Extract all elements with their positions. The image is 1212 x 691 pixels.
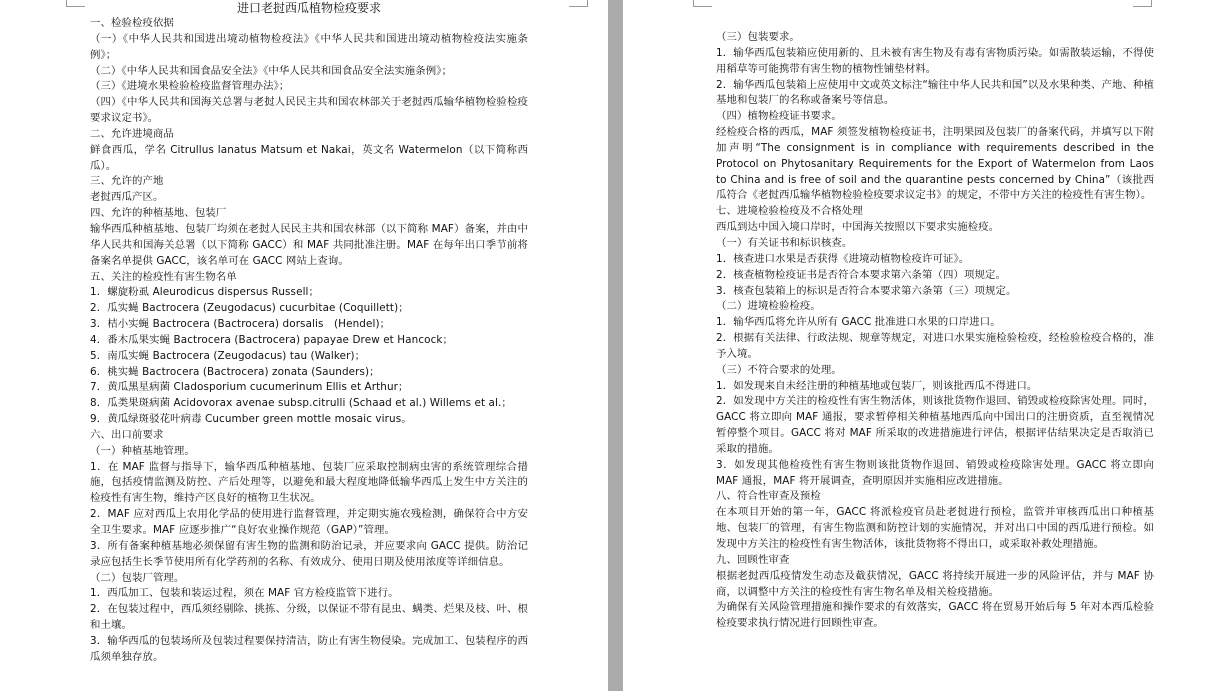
paragraph: 老挝西瓜产区。 (90, 191, 164, 204)
pest-list-item: 8．瓜类果斑病菌 Acidovorax avenae subsp.citrulli (Schaad et al.) Willems et al.； (90, 397, 512, 410)
paragraph: 2．核查植物检疫证书是否符合本要求第六条第（四）项规定。 (716, 268, 1006, 281)
subsection-heading: （一）种植基地管理。 (90, 444, 195, 457)
subsection-heading: （四）植物检疫证书要求。 (716, 110, 842, 123)
paragraph: 2．在包装过程中，西瓜须经剔除、挑拣、分级，以保证不带有昆虫、螨类、烂果及枝、叶、根和土壤。 (90, 603, 528, 632)
section-heading: 八、符合性审查及预检 (716, 490, 821, 503)
paragraph: 2．输华西瓜包装箱上应使用中文或英文标注“输往中华人民共和国”以及水果种类、产地、种植基地和包装厂的名称或备案号等信息。 (716, 78, 1154, 107)
paragraph: 1．如发现来自未经注册的种植基地或包装厂，则该批西瓜不得进口。 (716, 379, 1038, 392)
paragraph: 经检疫合格的西瓜，MAF 须签发植物检疫证书，注明果园及包装厂的备案代码，并填写以下附加声明“The consignment is in compliance with requirements described in the Protocol on Phytosanitary Requirements for the Export of Watermelon from Laos to China and is free of soil and the quarantine pests concerned by China”（该批西瓜符合《老挝西瓜输华植物检验检疫要求议定书》的规定，不带中方关注的检疫性有害生物）。 (716, 126, 1154, 202)
section-heading: 五、关注的检疫性有害生物名单 (90, 270, 237, 283)
crop-mark-left (66, 0, 85, 7)
paragraph: 1．西瓜加工、包装和装运过程，须在 MAF 官方检疫监管下进行。 (90, 587, 399, 600)
section-heading: 七、进境检验检疫及不合格处理 (716, 205, 863, 218)
paragraph: 2．MAF 应对西瓜上农用化学品的使用进行监督管理，并定期实施农残检测，确保符合中方安全卫生要求。MAF 应逐步推广“良好农业操作规范（GAP）”管理。 (90, 508, 528, 536)
paragraph: 1．输华西瓜包装箱应使用新的、且未被有害生物及有毒有害物质污染。如需散装运输，不得使用稻草等可能携带有害生物的植物性铺垫材料。 (716, 46, 1154, 75)
paragraph: （四）《中华人民共和国海关总署与老挝人民民主共和国农林部关于老挝西瓜输华植物检验检疫要求议定书》。 (90, 96, 528, 125)
pest-list-item: 5．南瓜实蝇 Bactrocera (Zeugodacus) tau (Walker)； (90, 349, 366, 362)
pest-list-item: 3．桔小实蝇 Bactrocera (Bactrocera) dorsalis (Hendel)； (90, 318, 391, 331)
paragraph: 2．根据有关法律、行政法规、规章等规定，对进口水果实施检验检疫，经检验检疫合格的，准予入境。 (716, 332, 1154, 360)
paragraph: 3．所有备案种植基地必须保留有害生物的监测和防治记录，并应要求向 GACC 提供。防治记录应包括生长季节使用所有化学药剂的名称、有效成分、使用日期及使用浓度等详细信息。 (90, 539, 528, 568)
paragraph: 鲜食西瓜，学名 Citrullus lanatus Matsum et Nakai，英文名 Watermelon（以下简称西瓜）。 (90, 143, 528, 172)
pest-list-item: 9．黄瓜绿斑驳花叶病毒 Cucumber green mottle mosaic virus。 (90, 413, 412, 426)
section-heading: 六、出口前要求 (90, 428, 164, 441)
pest-list-item: 2．瓜实蝇 Bactrocera (Zeugodacus) cucurbitae (Coquillett)； (90, 302, 409, 315)
paragraph: 3．核查包装箱上的标识是否符合本要求第六条第（三）项规定。 (716, 284, 1017, 297)
paragraph: 1．在 MAF 监督与指导下，输华西瓜种植基地、包装厂应采取控制病虫害的系统管理综合措施，包括疫情监测及防控、产后处理等，以避免和最大程度地降低输华西瓜上发生中方关注的检疫性有害生物，维持产区良好的植物卫生状况。 (90, 460, 528, 505)
subsection-heading: （一）有关证书和标识核查。 (716, 236, 853, 249)
section-heading: 一、检验检疫依据 (90, 17, 174, 29)
paragraph: 为确保有关风险管理措施和操作要求的有效落实，GACC 将在贸易开始后每 5 年对本西瓜检验检疫要求执行情况进行回顾性审查。 (716, 601, 1154, 630)
left-page-body (90, 16, 528, 666)
section-heading: 四、允许的种植基地、包装厂 (90, 207, 227, 220)
section-heading: 二、允许进境商品 (90, 127, 174, 140)
pest-list-item: 4．番木瓜果实蝇 Bactrocera (Bactrocera) papayae Drew et Hancock； (90, 333, 454, 346)
subsection-heading: （二）包装厂管理。 (90, 571, 185, 584)
paragraph: （三）《进境水果检验检疫监督管理办法》； (90, 80, 290, 93)
paragraph: （二）《中华人民共和国食品安全法》《中华人民共和国食品安全法实施条例》； (90, 64, 453, 77)
document-page-right (623, 0, 1212, 691)
paragraph: （一）《中华人民共和国进出境动植物检疫法》《中华人民共和国进出境动植物检疫法实施条例》； (90, 32, 528, 61)
paragraph: 1．输华西瓜将允许从所有 GACC 批准进口水果的口岸进口。 (716, 316, 1001, 329)
pest-list-item: 7．黄瓜黑星病菌 Cladosporium cucumerinum Ellis et Arthur； (90, 381, 409, 394)
section-heading: 三、允许的产地 (90, 175, 164, 188)
paragraph: 3．如发现其他检疫性有害生物则该批货物作退回、销毁或检疫除害处理。GACC 将立即向 MAF 通报，MAF 将开展调查，查明原因并实施相应改进措施。 (716, 458, 1154, 487)
paragraph: 在本项目开始的第一年，GACC 将派检疫官员赴老挝进行预检，监管并审核西瓜出口种植基地、包装厂的管理，有害生物监测和防控计划的实施情况，并对出口中国的西瓜进行预检。如发现中方关注的检疫性有害生物活体，该批货物将不得出口，或采取补救处理措施。 (716, 506, 1154, 550)
pest-list-item: 1．螺旋粉虱 Aleurodicus dispersus Russell； (90, 286, 320, 299)
crop-mark-right (1133, 0, 1152, 7)
subsection-heading: （三）包装要求。 (716, 31, 800, 43)
section-heading: 九、回顾性审查 (716, 553, 790, 566)
paragraph: 西瓜到达中国入境口岸时，中国海关按照以下要求实施检疫。 (716, 221, 1000, 234)
document-title: 进口老挝西瓜植物检疫要求 (236, 1, 381, 15)
paragraph: 输华西瓜种植基地、包装厂均须在老挝人民民主共和国农林部（以下简称 MAF）备案，并由中华人民共和国海关总署（以下简称 GACC）和 MAF 共同批准注册。MAF 在每年出口季节前将备案名单提供 GACC，该名单可在 GACC 网站上查询。 (90, 222, 528, 267)
crop-mark-left (693, 0, 712, 7)
paragraph: 3．输华西瓜的包装场所及包装过程要保持清洁，防止有害生物侵染。完成加工、包装程序的西瓜须单独存放。 (90, 634, 528, 663)
crop-mark-right (569, 0, 588, 7)
subsection-heading: （三）不符合要求的处理。 (716, 363, 842, 376)
pest-list-item: 6．桃实蝇 Bactrocera (Bactrocera) zonata (Saunders)； (90, 365, 380, 378)
right-page-body (716, 30, 1154, 632)
paragraph: 2．如发现中方关注的检疫性有害生物活体，则该批货物作退回、销毁或检疫除害处理。同时，GACC 将立即向 MAF 通报，要求暂停相关种植基地西瓜向中国出口的注册资质，直至视情况暂停整个项目。GACC 将对 MAF 所采取的改进措施进行评估，根据评估结果决定是否取消已采取的措施。 (716, 395, 1154, 455)
paragraph: 1．核查进口水果是否获得《进境动植物检疫许可证》。 (716, 252, 970, 265)
subsection-heading: （二）进境检验检疫。 (716, 300, 821, 313)
paragraph: 根据老挝西瓜疫情发生动态及截获情况，GACC 将持续开展进一步的风险评估，并与 MAF 协商，以调整中方关注的检疫性有害生物名单及相关检疫措施。 (716, 569, 1154, 598)
